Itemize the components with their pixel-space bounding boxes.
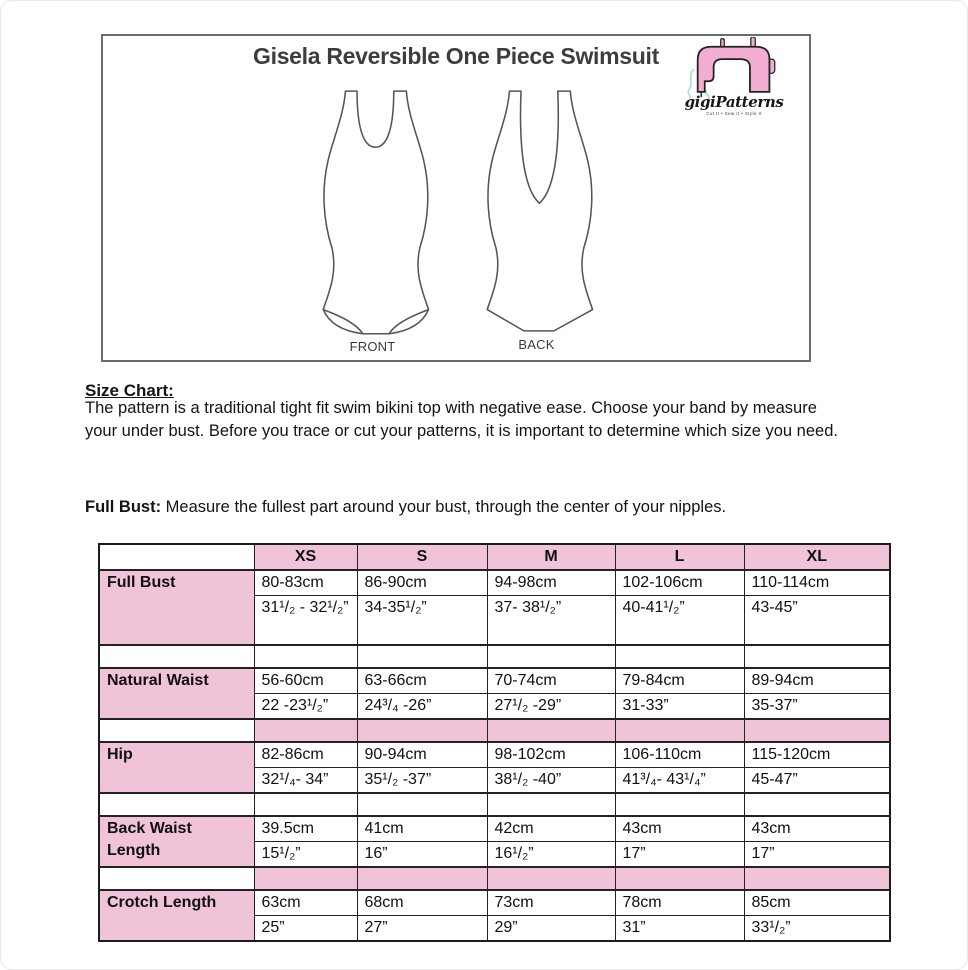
size-cell: 63cm [254, 890, 357, 916]
size-cell: 25” [254, 916, 357, 942]
full-bust-text: Measure the fullest part around your bust, through the center of your nipples. [161, 498, 727, 516]
brand-name: gigiPatterns [684, 93, 784, 111]
size-cell: 33¹/₂” [744, 916, 890, 942]
size-cell: 43-45” [744, 596, 890, 646]
size-cell: 63-66cm [357, 668, 487, 694]
size-cell: 15¹/₂” [254, 842, 357, 868]
sewing-machine-icon [684, 37, 784, 99]
row-back-waist-length-cm [99, 816, 890, 842]
full-bust-instruction [85, 498, 726, 517]
column-header-s: S [357, 544, 487, 570]
size-cell: 110-114cm [744, 570, 890, 596]
spacer-cell [99, 867, 254, 890]
size-cell: 102-106cm [615, 570, 744, 596]
size-cell: 70-74cm [487, 668, 615, 694]
size-cell: 16¹/₂” [487, 842, 615, 868]
size-cell: 43cm [744, 816, 890, 842]
swimsuit-back-drawing [464, 85, 609, 337]
size-cell: 56-60cm [254, 668, 357, 694]
size-cell: 42cm [487, 816, 615, 842]
column-header-xs: XS [254, 544, 357, 570]
spacer-row [99, 793, 890, 816]
spacer-cell [357, 793, 487, 816]
spacer-cell [487, 645, 615, 668]
column-header-xl: XL [744, 544, 890, 570]
spacer-cell [254, 645, 357, 668]
row-hip-cm [99, 742, 890, 768]
size-cell: 35-37” [744, 694, 890, 720]
full-bust-label: Full Bust: [85, 498, 162, 516]
spacer-row [99, 645, 890, 668]
size-cell: 45-47” [744, 768, 890, 794]
size-cell: 31-33” [615, 694, 744, 720]
spacer-cell [254, 719, 357, 742]
row-label-hip: Hip [99, 742, 254, 793]
table-header-row [99, 544, 890, 570]
size-cell: 22 -23¹/₂” [254, 694, 357, 720]
size-cell: 86-90cm [357, 570, 487, 596]
column-header-l: L [615, 544, 744, 570]
spacer-cell [615, 867, 744, 890]
size-cell: 41³/₄- 43¹/₄” [615, 768, 744, 794]
size-cell: 32¹/₄- 34” [254, 768, 357, 794]
corner-cell [99, 544, 254, 570]
spacer-cell [99, 793, 254, 816]
size-cell: 17” [744, 842, 890, 868]
size-cell: 39.5cm [254, 816, 357, 842]
row-full-bust-cm [99, 570, 890, 596]
spacer-cell [615, 719, 744, 742]
size-cell: 85cm [744, 890, 890, 916]
spacer-cell [487, 867, 615, 890]
spacer-cell [615, 645, 744, 668]
size-cell: 98-102cm [487, 742, 615, 768]
spacer-cell [357, 719, 487, 742]
size-cell: 80-83cm [254, 570, 357, 596]
size-cell: 82-86cm [254, 742, 357, 768]
size-cell: 68cm [357, 890, 487, 916]
size-cell: 94-98cm [487, 570, 615, 596]
size-cell: 43cm [615, 816, 744, 842]
size-cell: 78cm [615, 890, 744, 916]
size-cell: 27¹/₂ -29” [487, 694, 615, 720]
brand-tagline: Cut It • Sew It • Style It [706, 111, 762, 116]
brand-logo [673, 37, 795, 116]
size-cell: 37- 38¹/₂” [487, 596, 615, 646]
spacer-cell [487, 719, 615, 742]
size-cell: 41cm [357, 816, 487, 842]
size-cell: 38¹/₂ -40” [487, 768, 615, 794]
front-label: FRONT [349, 339, 396, 354]
spacer-cell [357, 867, 487, 890]
size-cell: 106-110cm [615, 742, 744, 768]
row-label-full-bust: Full Bust [99, 570, 254, 645]
size-cell: 40-41¹/₂” [615, 596, 744, 646]
size-cell: 17” [615, 842, 744, 868]
row-crotch-length-cm [99, 890, 890, 916]
spacer-cell [744, 645, 890, 668]
size-cell: 73cm [487, 890, 615, 916]
size-cell: 31¹/₂ - 32¹/₂” [254, 596, 357, 646]
spacer-cell [99, 645, 254, 668]
header-box [101, 34, 811, 362]
spacer-cell [254, 793, 357, 816]
size-cell: 79-84cm [615, 668, 744, 694]
size-cell: 31” [615, 916, 744, 942]
size-cell: 27” [357, 916, 487, 942]
size-cell: 90-94cm [357, 742, 487, 768]
row-label-back-waist-length: Back Waist Length [99, 816, 254, 867]
spacer-cell [744, 867, 890, 890]
spacer-cell [254, 867, 357, 890]
spacer-cell [99, 719, 254, 742]
spacer-cell [744, 719, 890, 742]
size-chart-heading: Size Chart: [85, 381, 174, 400]
size-cell: 89-94cm [744, 668, 890, 694]
spacer-row [99, 867, 890, 890]
row-label-natural-waist: Natural Waist [99, 668, 254, 719]
size-cell: 29” [487, 916, 615, 942]
back-label: BACK [518, 337, 555, 352]
size-cell: 35¹/₂ -37” [357, 768, 487, 794]
spacer-row [99, 719, 890, 742]
size-cell: 16” [357, 842, 487, 868]
size-cell: 34-35¹/₂” [357, 596, 487, 646]
size-cell: 24³/₄ -26” [357, 694, 487, 720]
page-title: Gisela Reversible One Piece Swimsuit [253, 43, 659, 69]
row-label-crotch-length: Crotch Length [99, 890, 254, 941]
swimsuit-front-drawing [300, 85, 445, 337]
spacer-cell [487, 793, 615, 816]
spacer-cell [744, 793, 890, 816]
intro-paragraph: The pattern is a traditional tight fit swim bikini top with negative ease. Choose your band by measure your under bust. Before you trace or cut your patterns, it is important to determine which size you need. [85, 399, 838, 440]
size-cell: 115-120cm [744, 742, 890, 768]
column-header-m: M [487, 544, 615, 570]
spacer-cell [357, 645, 487, 668]
spacer-cell [615, 793, 744, 816]
size-chart-table [98, 543, 891, 942]
row-natural-waist-cm [99, 668, 890, 694]
